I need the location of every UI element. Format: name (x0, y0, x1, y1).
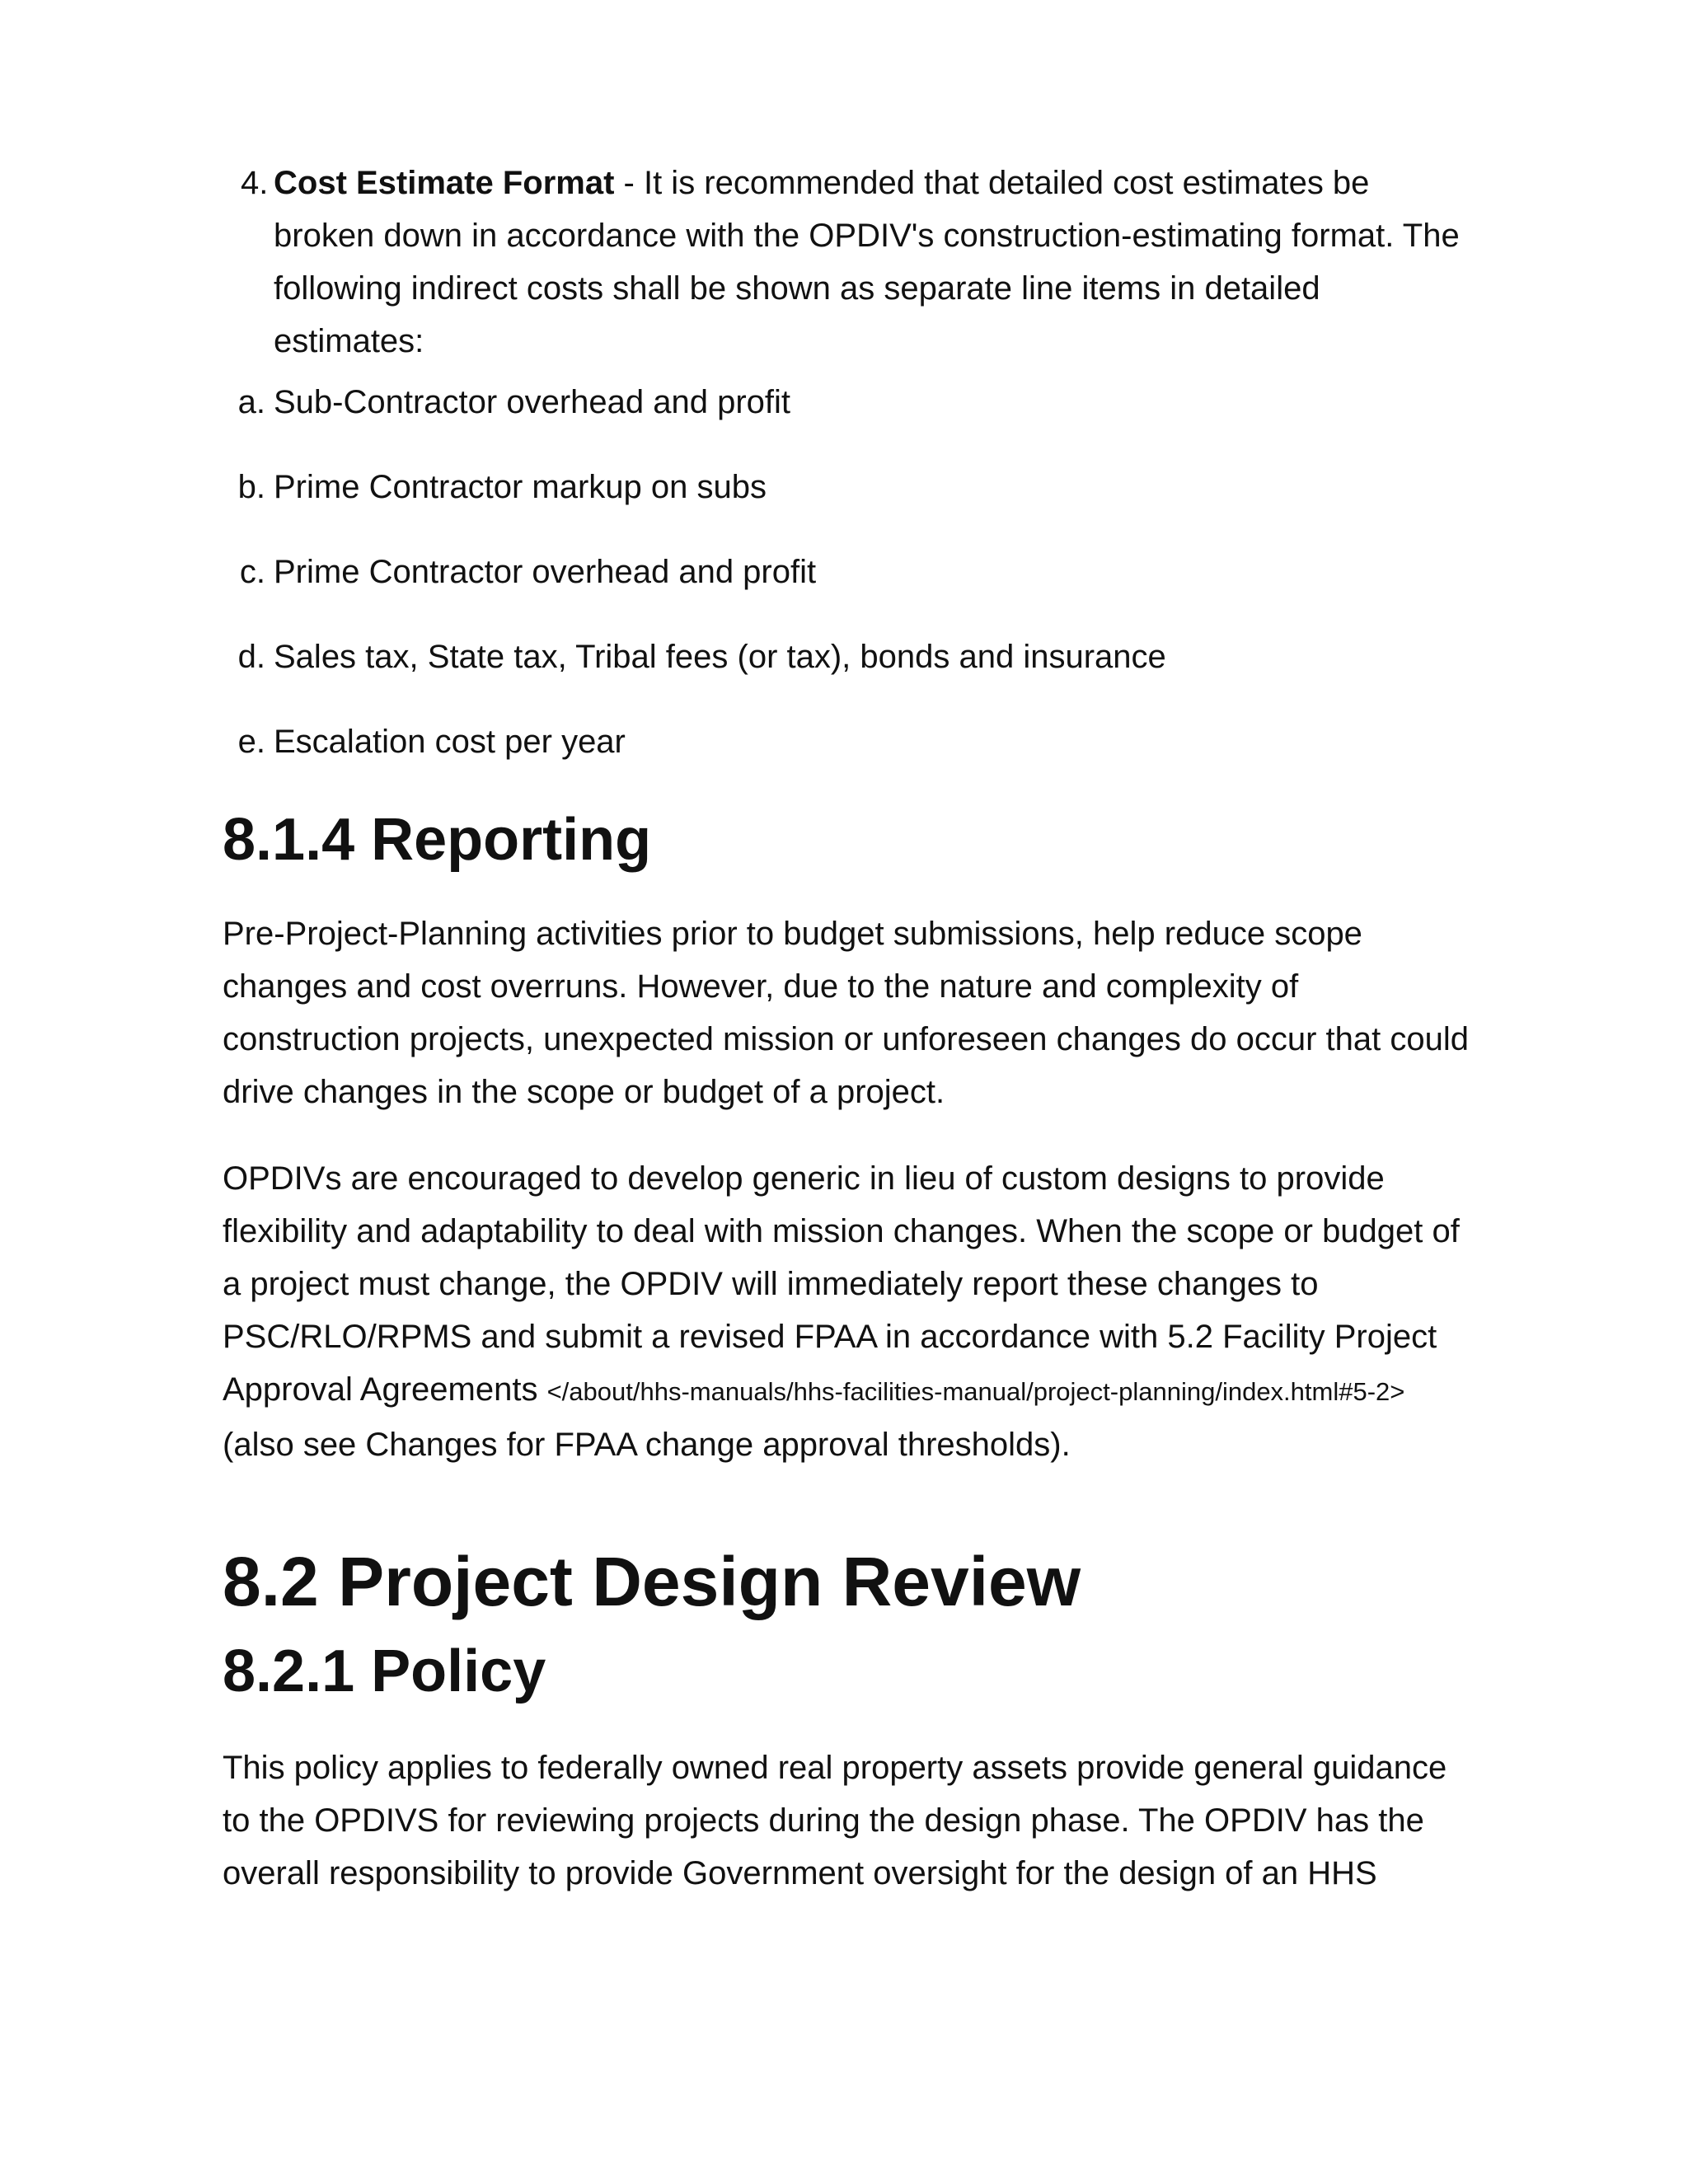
reporting-paragraph-2-text: OPDIVs are encouraged to develop generic in lieu of custom designs to provide flexibility and adaptability to deal with mission changes. When the scope or budget of a project must change, the OPDIV will immediately report these changes to PSC/RLO/RPMS and submit a revised FPAA in accordance with 5.2 Facility Project Approval Agreements (223, 1160, 1460, 1408)
list-marker: a. (237, 384, 265, 420)
list-marker: d. (237, 639, 265, 675)
document-content (223, 157, 1475, 1900)
reporting-paragraph-2-tail: (also see Changes for FPAA change approval thresholds). (223, 1427, 1071, 1463)
list-item-text: Prime Contractor markup on subs (274, 469, 767, 505)
list-marker: b. (237, 469, 265, 505)
item-title: Cost Estimate Format (274, 165, 615, 201)
list-item (223, 715, 1475, 768)
list-item-text: Escalation cost per year (274, 724, 626, 760)
list-item-text: Prime Contractor overhead and profit (274, 554, 817, 590)
list-item (223, 546, 1475, 598)
list-item-text: Sales tax, State tax, Tribal fees (or tax), bonds and insurance (274, 639, 1166, 675)
cost-estimate-format-item (223, 157, 1475, 368)
list-item-text: Sub-Contractor overhead and profit (274, 384, 791, 420)
policy-paragraph: This policy applies to federally owned real property assets provide general guidance to the OPDIVS for reviewing projects during the design phase. The OPDIV has the overall responsibility to provide Government oversight for the design of an HHS (223, 1750, 1447, 1891)
list-marker: e. (237, 724, 265, 760)
reporting-heading: 8.1.4 Reporting (223, 807, 652, 873)
list-marker: 4. (241, 165, 269, 201)
indirect-costs-list (223, 376, 1475, 768)
facility-project-approval-link[interactable]: </about/hhs-manuals/hhs-facilities-manual/project-planning/index.html#5-2> (546, 1377, 1405, 1406)
list-marker: c. (239, 554, 265, 590)
list-item (223, 376, 1475, 429)
policy-heading: 8.2.1 Policy (223, 1638, 546, 1704)
reporting-paragraph-2 (223, 1152, 1475, 1471)
design-review-heading: 8.2 Project Design Review (223, 1543, 1081, 1620)
reporting-paragraph-1: Pre-Project-Planning activities prior to budget submissions, help reduce scope changes and cost overruns. However, due to the nature and complexity of construction projects, unexpected mission or unforeseen changes do occur that could drive changes in the scope or budget of a project. (223, 916, 1469, 1110)
item-text: - It is recommended that detailed cost estimates be broken down in accordance with the OPDIV's construction-estimating format. The following indirect costs shall be shown as separate line items in detailed estimates: (274, 165, 1460, 359)
list-item (223, 461, 1475, 513)
list-item (223, 630, 1475, 683)
